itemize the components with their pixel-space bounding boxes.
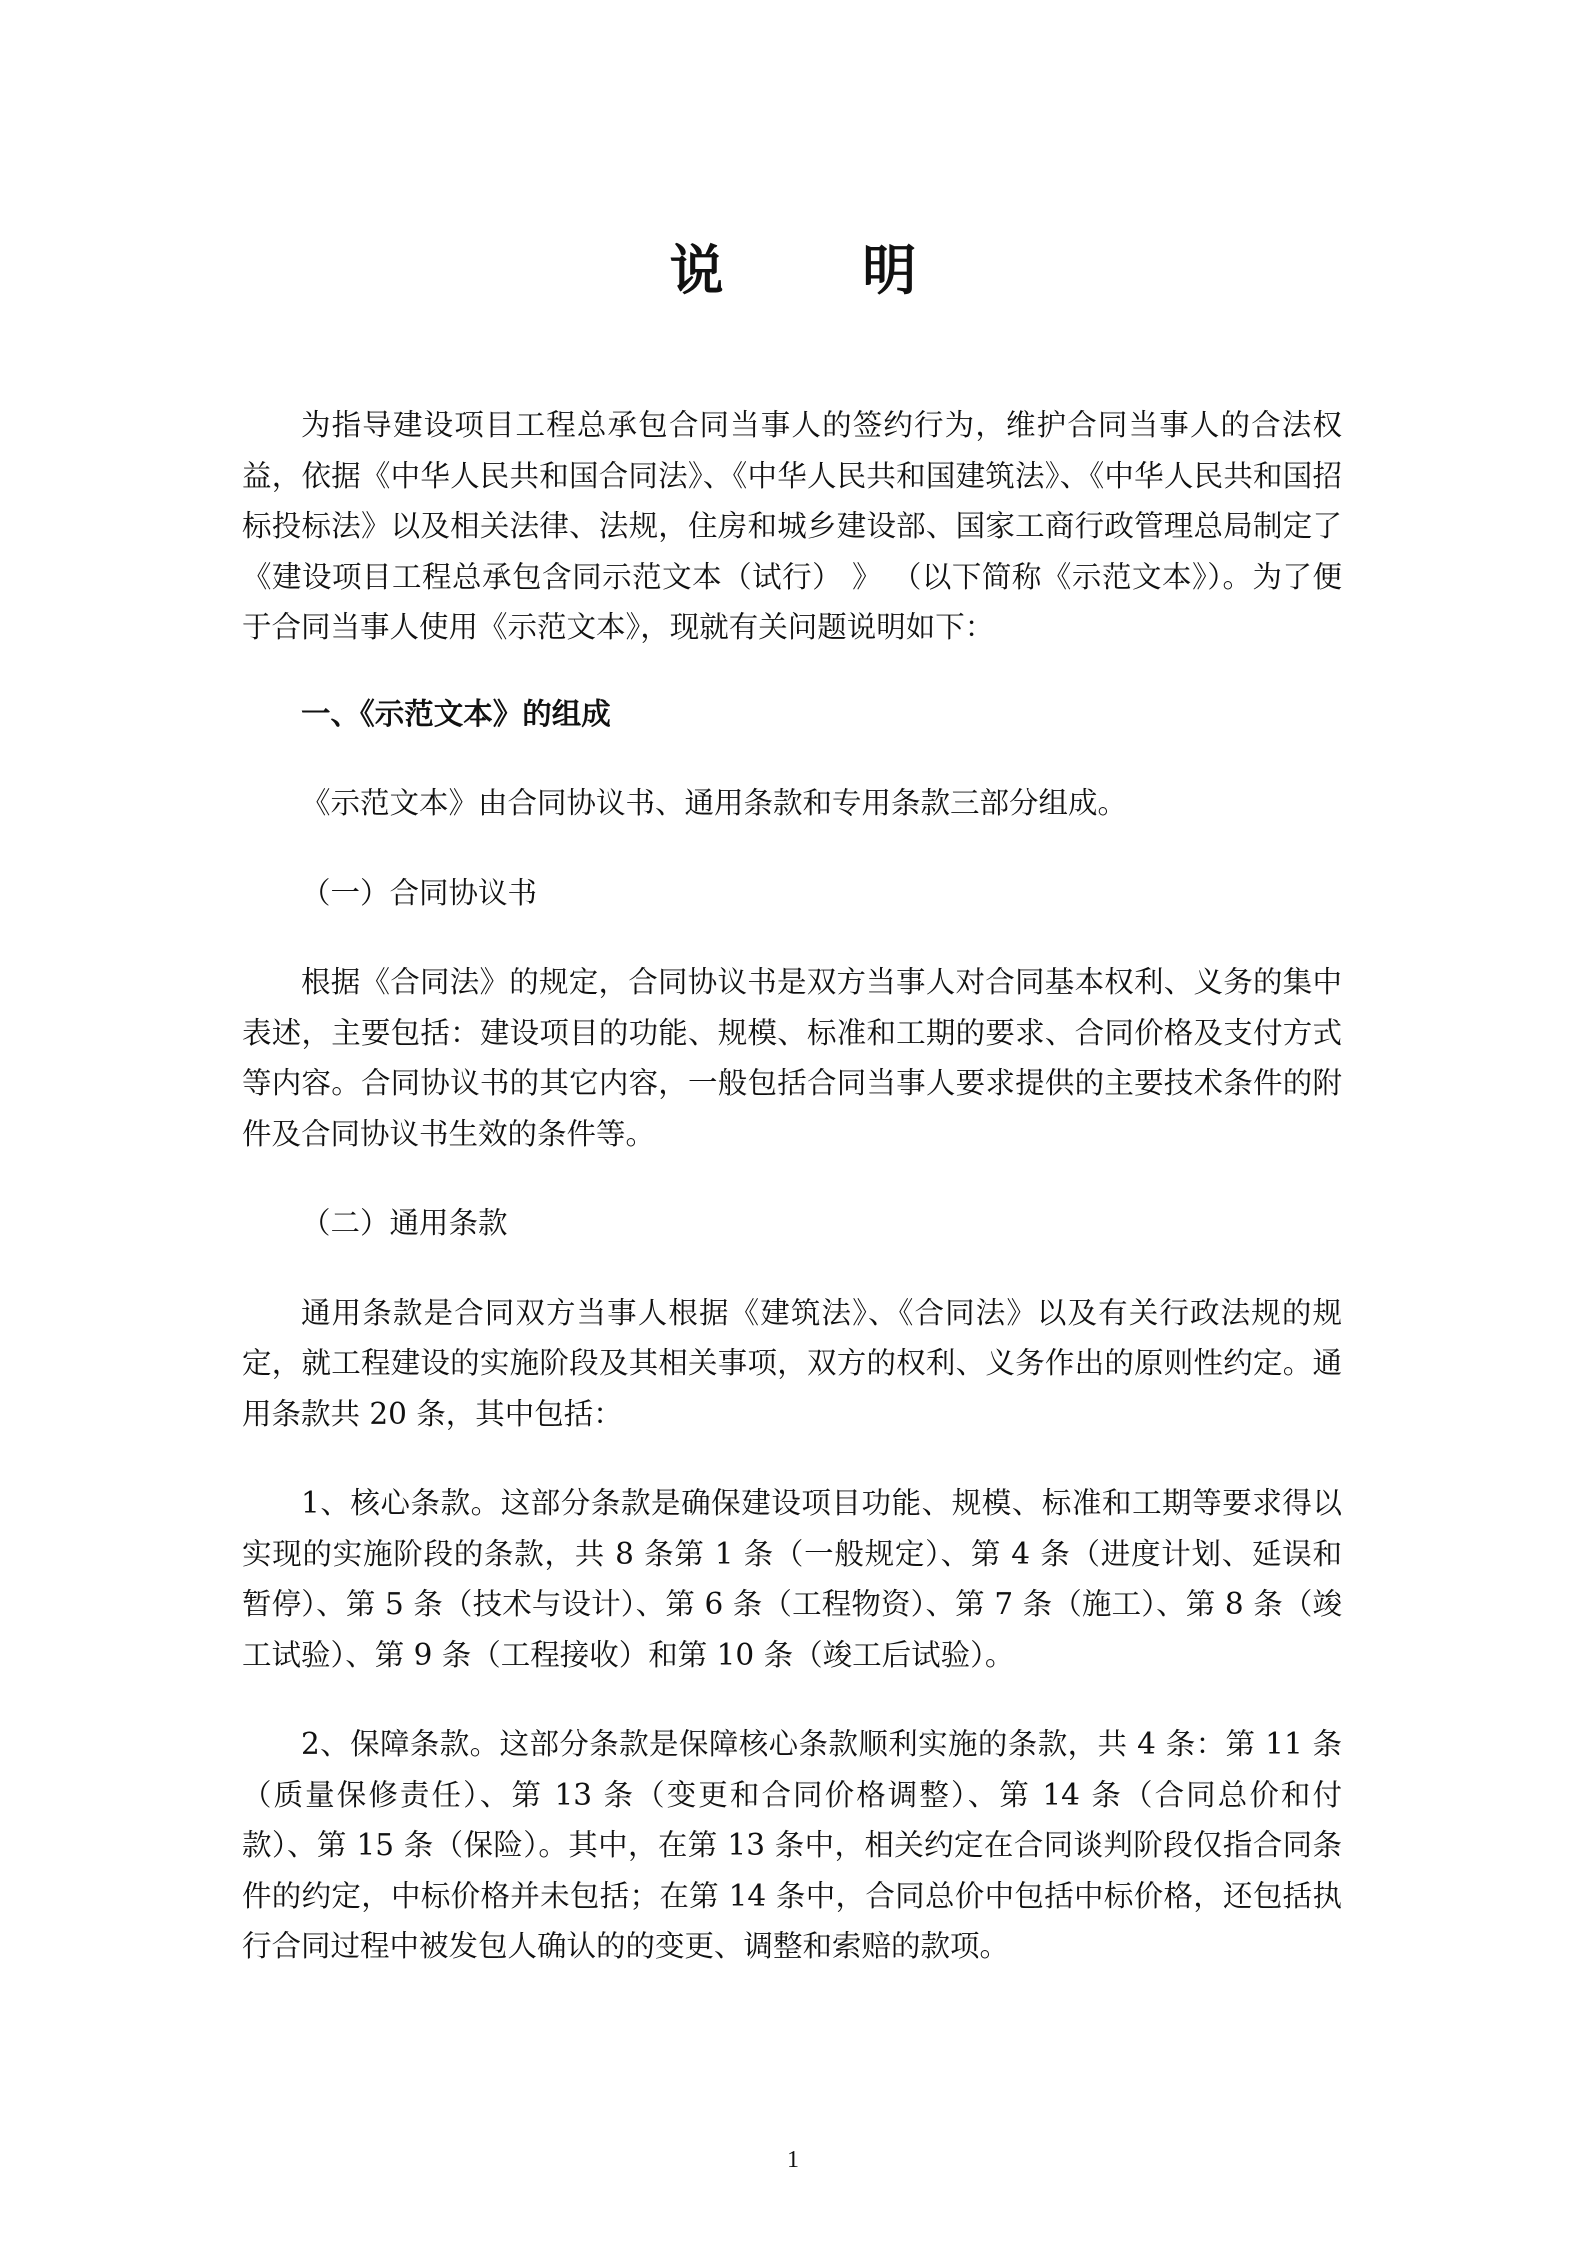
spacer	[242, 1439, 1342, 1478]
agreement-paragraph: 根据《合同法》的规定，合同协议书是双方当事人对合同基本权利、义务的集中表述，主要包括：建设项目的功能、规模、标准和工期的要求、合同价格及支付方式等内容。合同协议书的其它内容，一般包括合同当事人要求提供的主要技术条件的附件及合同协议书生效的条件等。	[242, 965, 1342, 1151]
subheading-general-terms: （二）通用条款	[301, 1206, 508, 1240]
spacer	[242, 918, 1342, 957]
spacer	[242, 1159, 1342, 1198]
spacer	[242, 1249, 1342, 1288]
document-body	[242, 400, 1342, 1972]
composition-paragraph: 《示范文本》由合同协议书、通用条款和专用条款三部分组成。	[301, 786, 1128, 820]
spacer	[242, 1680, 1342, 1719]
guarantee-terms-paragraph: 2、保障条款。这部分条款是保障核心条款顺利实施的条款，共 4 条：第 11 条（质量保修责任）、第 13 条（变更和合同价格调整）、第 14 条（合同总价和付款）、第 15 条（保险）。其中，在第 13 条中，相关约定在合同谈判阶段仅指合同条件的约定，中标价格并未包括；在第 14 条中，合同总价中包括中标价格，还包括执行合同过程中被发包人确认的的变更、调整和索赔的款项。	[242, 1727, 1342, 1963]
spacer	[242, 829, 1342, 868]
subheading-agreement: （一）合同协议书	[301, 875, 538, 910]
section-heading-composition: 一、《示范文本》的组成	[301, 696, 611, 731]
intro-paragraph: 为指导建设项目工程总承包合同当事人的签约行为，维护合同当事人的合法权益，依据《中华人民共和国合同法》、《中华人民共和国建筑法》、《中华人民共和国招标投标法》以及相关法律、法规，住房和城乡建设部、国家工商行政管理总局制定了《建设项目工程总承包含同示范文本（试行） 》 （以下简称《示范文本》）。为了便于合同当事人使用《示范文本》，现就有关问题说明如下：	[242, 408, 1342, 644]
spacer	[242, 739, 1342, 778]
page-title: 说 明	[669, 239, 977, 302]
core-terms-paragraph: 1、核心条款。这部分条款是确保建设项目功能、规模、标准和工期等要求得以实现的实施阶段的条款，共 8 条第 1 条（一般规定）、第 4 条（进度计划、延误和暂停）、第 5 条（技术与设计）、第 6 条（工程物资）、第 7 条（施工）、第 8 条（竣工试验）、第 9 条（工程接收）和第 10 条（竣工后试验）。	[242, 1486, 1342, 1672]
spacer	[242, 653, 1342, 689]
page-number: 1	[787, 2147, 799, 2173]
general-terms-paragraph: 通用条款是合同双方当事人根据《建筑法》、《合同法》以及有关行政法规的规定，就工程建设的实施阶段及其相关事项，双方的权利、义务作出的原则性约定。通用条款共 20 条，其中包括：	[242, 1295, 1342, 1431]
